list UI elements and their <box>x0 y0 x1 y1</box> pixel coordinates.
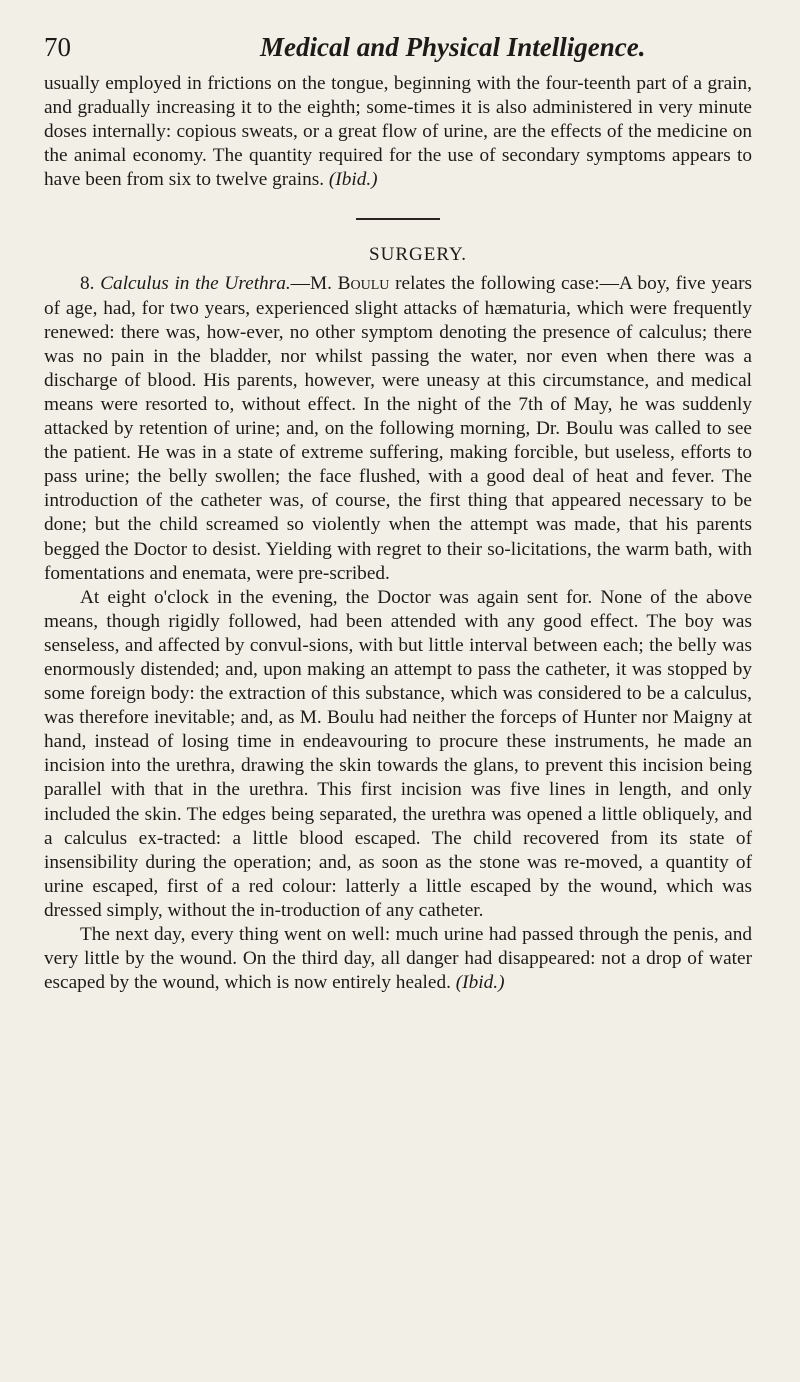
article-paragraph-3 <box>44 923 752 995</box>
running-title: Medical and Physical Intelligence. <box>260 32 646 62</box>
intro-citation: (Ibid.) <box>328 169 378 191</box>
article-author-prefix: —M. <box>290 273 332 295</box>
article-paragraph-2: At eight o'clock in the evening, the Doctor was again sent for. None of the above means, though rigidly followed, had been attended with any good effect. The boy was senseless, and affected by convul-sions, with but little interval between each; the belly was enormously distended; and, upon making an attempt to pass the catheter, it was stopped by some foreign body: the extraction of this substance, which was considered to be a calculus, was therefore inevitable; and, as M. Boulu had neither the forceps of Hunter nor Maigny at hand, instead of losing time in endeavouring to procure these instruments, he made an incision into the urethra, drawing the skin towards the glans, to prevent this incision being parallel with that in the urethra. This first incision was five lines in length, and only included the skin. The edges being separated, the urethra was opened a little obliquely, and a calculus ex-tracted: a little blood escaped. The child recovered from its state of insensibility during the operation; and, as soon as the stone was re-moved, a quantity of urine escaped, first of a red colour: latterly a little escaped by the wound, which was dressed simply, without the in-troduction of any catheter. <box>44 586 752 921</box>
intro-paragraph <box>44 72 752 192</box>
page-header <box>44 22 752 72</box>
page-number: 70 <box>44 32 71 62</box>
section-divider <box>356 218 440 220</box>
article-paragraph-1 <box>44 272 752 585</box>
section-title: SURGERY. <box>369 244 467 266</box>
article-para3-text: The next day, every thing went on well: much urine had passed through the penis, and very little by the wound. On the third day, all danger had disappeared: not a drop of water escaped by the wound, which is now entirely healed. <box>44 924 752 994</box>
article-author: Boulu <box>337 273 390 295</box>
book-page <box>44 22 752 995</box>
article-number: 8. <box>80 273 95 295</box>
intro-text: usually employed in frictions on the tongue, beginning with the four-teenth part of a grain, and gradually increasing it to the eighth; some-times it is also administered in very minute doses internally: copious sweats, or a great flow of urine, are the effects of the medicine on the animal economy. The quantity required for the use of secondary symptoms appears to have been from six to twelve grains. <box>44 73 752 191</box>
article-citation: (Ibid.) <box>455 972 505 994</box>
article-title: Calculus in the Urethra. <box>100 273 291 295</box>
article-para1-text: relates the following case:—A boy, five years of age, had, for two years, experienced slight attacks of hæmaturia, which were frequently renewed: there was, how-ever, no other symptom denoting the presence of calculus; there was no pain in the bladder, nor whilst passing the water, nor even when there was a discharge of blood. His parents, however, were uneasy at this circumstance, and medical means were resorted to, without effect. In the night of the 7th of May, he was suddenly attacked by retention of urine; and, on the following morning, Dr. Boulu was called to see the patient. He was in a state of extreme suffering, making forcible, but useless, efforts to pass urine; the belly swollen; the face flushed, with a good deal of heat and fever. The introduction of the catheter was, of course, the first thing that appeared necessary to be done; but the child screamed so violently when the attempt was made, that his parents begged the Doctor to desist. Yielding with regret to their so-licitations, the warm bath, with fomentations and enemata, were pre-scribed. <box>44 273 753 584</box>
